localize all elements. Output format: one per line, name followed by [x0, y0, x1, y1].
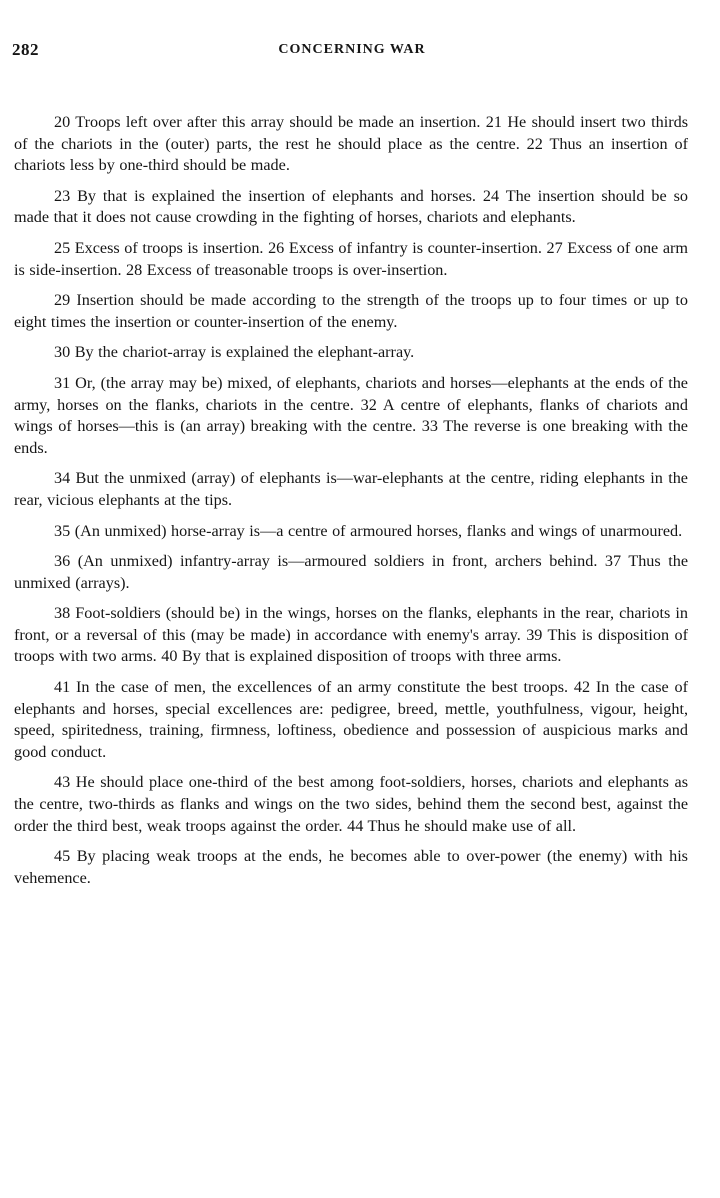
paragraph-35: 35 (An unmixed) horse-array is—a centre of armoured horses, flanks and wings of unarmoured. — [54, 521, 683, 540]
page-header — [12, 40, 692, 66]
paragraph-20-22: 20 Troops left over after this array should be made an insertion. 21 He should insert two thirds of the chariots in the (outer) parts, the rest he should place as the centre. 22 Thus an insertion of chariots less by one-third should be made. — [14, 113, 688, 175]
page-number: 282 — [12, 40, 39, 59]
paragraph-34: 34 But the unmixed (array) of elephants is—war-elephants at the centre, riding elephants in the rear, vicious elephants at the tips. — [14, 469, 688, 509]
paragraph-31-33: 31 Or, (the array may be) mixed, of elephants, chariots and horses—elephants at the ends of the army, horses on the flanks, chariots in the centre. 32 A centre of elephants, flanks of chariots and wings of horses—this is (an array) breaking with the centre. 33 The reverse is one breaking with the ends. — [14, 373, 688, 457]
paragraph-43-44: 43 He should place one-third of the best among foot-soldiers, horses, chariots and elephants as the centre, two-thirds as flanks and wings on the two sides, behind them the second best, against the order the third best, weak troops against the order. 44 Thus he should make use of all. — [14, 773, 688, 835]
paragraph-25-28: 25 Excess of troops is insertion. 26 Excess of infantry is counter-insertion. 27 Excess of one arm is side-insertion. 28 Excess of treasonable troops is over-insertion. — [14, 238, 688, 279]
paragraph-41-42: 41 In the case of men, the excellences of an army constitute the best troops. 42 In the case of elephants and horses, special excellences are: pedigree, breed, mettle, youthfulness, vigour, height, speed, spiritedness, training, firmness, loftiness, obedience and possession of auspicious marks and good conduct. — [14, 678, 688, 761]
body-text — [14, 112, 688, 898]
paragraph-36-37: 36 (An unmixed) infantry-array is—armoured soldiers in front, archers behind. 37 Thus the unmixed (arrays). — [14, 552, 688, 592]
paragraph-23-24: 23 By that is explained the insertion of elephants and horses. 24 The insertion should be so made that it does not cause crowding in the fighting of horses, chariots and elephants. — [14, 186, 688, 227]
paragraph-38-40: 38 Foot-soldiers (should be) in the wings, horses on the flanks, elephants in the rear, chariots in front, or a reversal of this (may be made) in accordance with enemy's array. 39 This is disposition of troops with two arms. 40 By that is explained disposition of troops with three arms. — [14, 604, 688, 666]
paragraph-29: 29 Insertion should be made according to the strength of the troops up to four times or up to eight times the insertion or counter-insertion of the enemy. — [14, 291, 688, 331]
paragraph-30: 30 By the chariot-array is explained the elephant-array. — [54, 343, 415, 362]
running-title: CONCERNING WAR — [278, 42, 426, 57]
paragraph-45: 45 By placing weak troops at the ends, he becomes able to over-power (the enemy) with his vehemence. — [14, 847, 688, 887]
